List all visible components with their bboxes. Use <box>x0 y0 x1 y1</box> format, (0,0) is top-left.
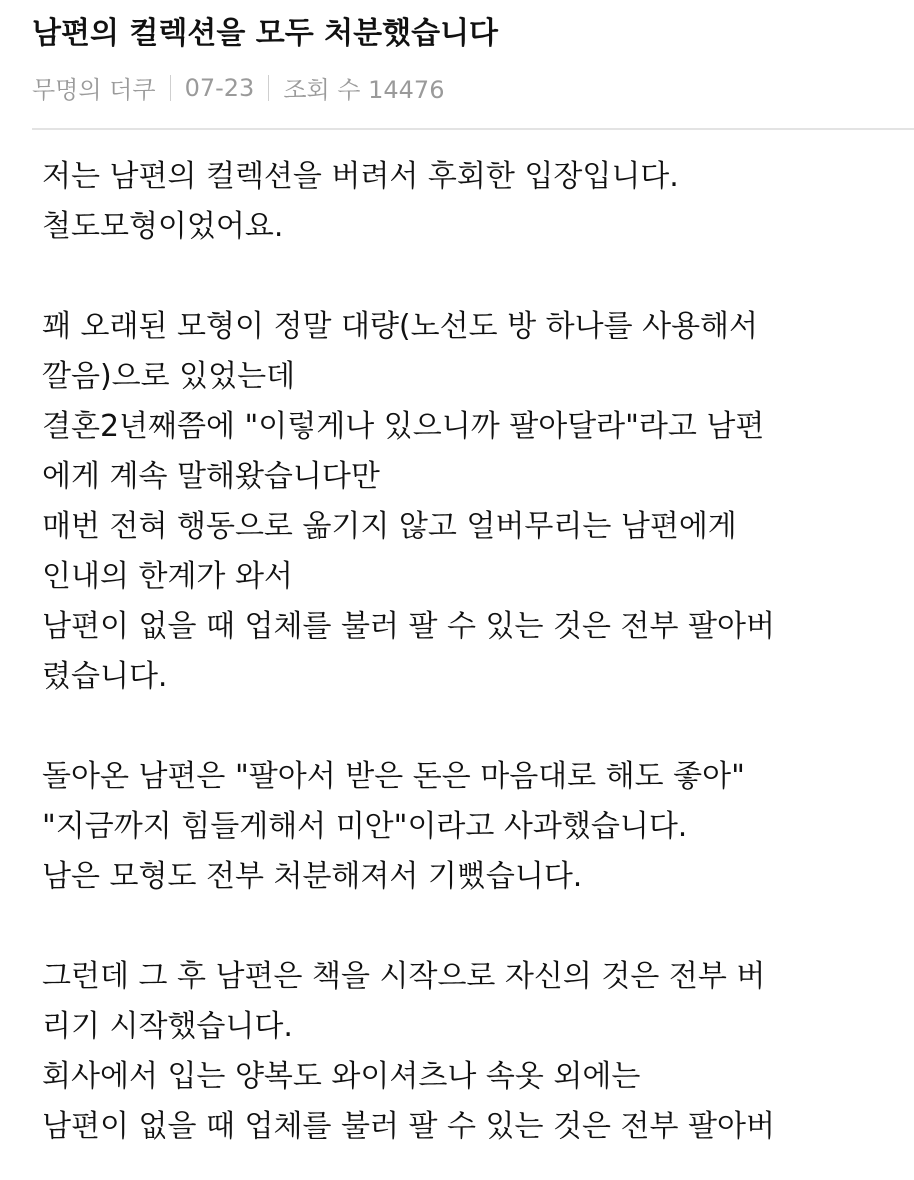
body-line: 결혼2년째쯤에 "이렇게나 있으니까 팔아달라"라고 남편 <box>42 409 765 444</box>
body-line: 남은 모형도 전부 처분해져서 기뻤습니다. <box>42 859 583 894</box>
post-author[interactable]: 무명의 더쿠 <box>32 76 156 104</box>
body-line: 렸습니다. <box>42 659 168 694</box>
meta-separator <box>170 75 171 101</box>
body-line: 남편이 없을 때 업체를 불러 팔 수 있는 것은 전부 팔아버 <box>42 1109 775 1144</box>
body-line: 남편이 없을 때 업체를 불러 팔 수 있는 것은 전부 팔아버 <box>42 609 775 644</box>
body-line: 에게 계속 말해왔습니다만 <box>42 459 380 494</box>
post-date: 07-23 <box>184 73 255 102</box>
post-views: 조회 수 14476 <box>283 76 445 104</box>
body-line: 돌아온 남편은 "팔아서 받은 돈은 마음대로 해도 좋아" <box>42 759 745 794</box>
body-line: 저는 남편의 컬렉션을 버려서 후회한 입장입니다. <box>42 159 679 194</box>
post-body <box>42 152 902 1152</box>
paragraph-break <box>42 252 902 302</box>
paragraph-break <box>42 902 902 952</box>
body-line: 깔음)으로 있었는데 <box>42 359 296 394</box>
body-line: "지금까지 힘들게해서 미안"이라고 사과했습니다. <box>42 809 688 844</box>
body-line: 인내의 한계가 와서 <box>42 559 293 594</box>
paragraph-break <box>42 702 902 752</box>
post-header <box>0 0 914 130</box>
body-line: 회사에서 입는 양복도 와이셔츠나 속옷 외에는 <box>42 1059 641 1094</box>
meta-separator <box>268 75 269 101</box>
header-divider <box>32 128 914 130</box>
post-meta <box>32 70 444 105</box>
body-line: 매번 전혀 행동으로 옮기지 않고 얼버무리는 남편에게 <box>42 509 737 544</box>
post-title: 남편의 컬렉션을 모두 처분했습니다 <box>32 16 499 51</box>
body-line: 철도모형이었어요. <box>42 209 284 244</box>
body-line: 꽤 오래된 모형이 정말 대량(노선도 방 하나를 사용해서 <box>42 309 759 344</box>
body-line: 그런데 그 후 남편은 책을 시작으로 자신의 것은 전부 버 <box>42 959 766 994</box>
body-line: 리기 시작했습니다. <box>42 1009 293 1044</box>
